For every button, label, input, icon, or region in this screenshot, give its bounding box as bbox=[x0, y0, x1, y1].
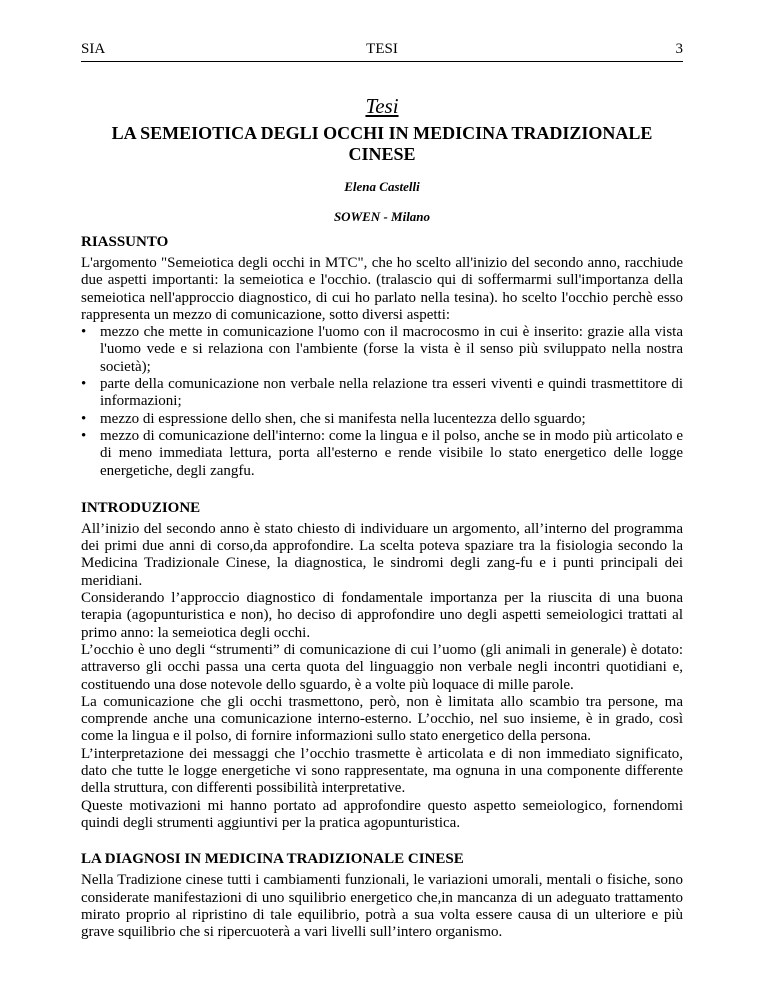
introduzione-paragraph: L’interpretazione dei messaggi che l’occhio trasmette è articolata e di non immediato significato, dato che tutte le logge energetiche vi sono rappresentate, ma ognuna in una componente differente della struttura, con differenti possibilità interpretative. bbox=[81, 745, 683, 797]
section-heading-diagnosi: LA DIAGNOSI IN MEDICINA TRADIZIONALE CINESE bbox=[81, 851, 464, 868]
riassunto-intro: L'argomento "Semeiotica degli occhi in MTC", che ho scelto all'inizio del secondo anno, racchiude due aspetti importanti: la semeiotica e l'occhio. (tralascio qui di soffermarmi sull'importanza della semeiotica nell'approccio diagnostico, di cui ho parlato nella tesina). ho scelto l'occhio perchè esso rappresenta un mezzo di comunicazione, sotto diversi aspetti: bbox=[81, 255, 683, 323]
header-left: SIA bbox=[81, 41, 106, 57]
list-item: • parte della comunicazione non verbale nella relazione tra esseri viventi e quindi trasmettitore di informazioni; bbox=[81, 376, 683, 410]
introduzione-paragraph: Queste motivazioni mi hanno portato ad approfondire questo aspetto semeiologico, fornendomi quindi degli strumenti aggiuntivi per la pratica agopunturistica. bbox=[81, 797, 683, 831]
diagnosi-paragraph: Nella Tradizione cinese tutti i cambiamenti funzionali, le variazioni umorali, mentali o fisiche, sono considerate manifestazioni di uno squilibrio energetico che,in mancanza di un adeguato trattamento mirato proprio al ripristino di tale equilibrio, potrà a sua volta essere causa di un ulteriore e più grave squilibrio che si ripercuoterà a vari livelli sull’intero organismo. bbox=[81, 872, 683, 941]
introduzione-paragraph: L’occhio è uno degli “strumenti” di comunicazione di cui l’uomo (gli animali in generale) è dotato: attraverso gli occhi passa una certa quota del linguaggio non verbale negli incontri quotidiani e, costituendo una dose notevole dello sguardo, è a volte più loquace di mille parole. bbox=[81, 641, 683, 693]
list-item: • mezzo di comunicazione dell'interno: come la lingua e il polso, anche se in modo più articolato e di meno immediata lettura, porta all'esterno e rende visibile lo stato energetico delle logge energetiche, degli zangfu. bbox=[81, 427, 683, 479]
introduzione-paragraph: Considerando l’approccio diagnostico di fondamentale importanza per la riuscita di una buona terapia (agopunturistica e non), ho deciso di approfondire uno degli aspetti semeiologici trattati al primo anno: la semeiotica degli occhi. bbox=[81, 590, 683, 641]
author-affiliation: SOWEN - Milano bbox=[333, 209, 431, 224]
bullet-icon: • bbox=[81, 376, 87, 393]
list-item: • mezzo che mette in comunicazione l'uomo con il macrocosmo in cui è inserito: grazie alla vista l'uomo vede e si relaziona con l'ambiente (forse la vista è il senso più sviluppato nella nostra società); bbox=[81, 324, 683, 375]
bullet-icon: • bbox=[81, 324, 87, 341]
introduzione-paragraph: All’inizio del secondo anno è stato chiesto di individuare un argomento, all’interno del programma dei primi due anni di corso,da approfondire. La scelta poteva spaziare tra la fisiologia secondo la Medicina Tradizionale Cinese, la diagnostica, le sindromi degli zang-fu e i punti principali dei meridiani. bbox=[81, 520, 683, 589]
page-number: 3 bbox=[675, 41, 683, 57]
section-heading-introduzione: INTRODUZIONE bbox=[81, 499, 201, 516]
list-item: • mezzo di espressione dello shen, che si manifesta nella lucentezza dello sguardo; bbox=[81, 410, 586, 427]
page-header bbox=[81, 41, 683, 62]
bullet-icon: • bbox=[81, 410, 87, 427]
header-center: TESI bbox=[366, 41, 398, 57]
document-kind: Tesi bbox=[365, 94, 399, 118]
introduzione-paragraph: La comunicazione che gli occhi trasmettono, però, non è limitata allo scambio tra persone, ma comprende anche una comunicazione interno-esterno. L’occhio, nel suo insieme, è in grado, così come la lingua e il polso, di fornire informazioni sullo stato energetico della persona. bbox=[81, 693, 683, 745]
riassunto-bullet-list bbox=[81, 324, 683, 480]
bullet-icon: • bbox=[81, 427, 87, 444]
document-title: LA SEMEIOTICA DEGLI OCCHI IN MEDICINA TRADIZIONALE CINESE bbox=[111, 123, 653, 164]
page-body bbox=[81, 94, 683, 941]
author-name: Elena Castelli bbox=[344, 179, 420, 194]
section-heading-riassunto: RIASSUNTO bbox=[81, 234, 169, 250]
